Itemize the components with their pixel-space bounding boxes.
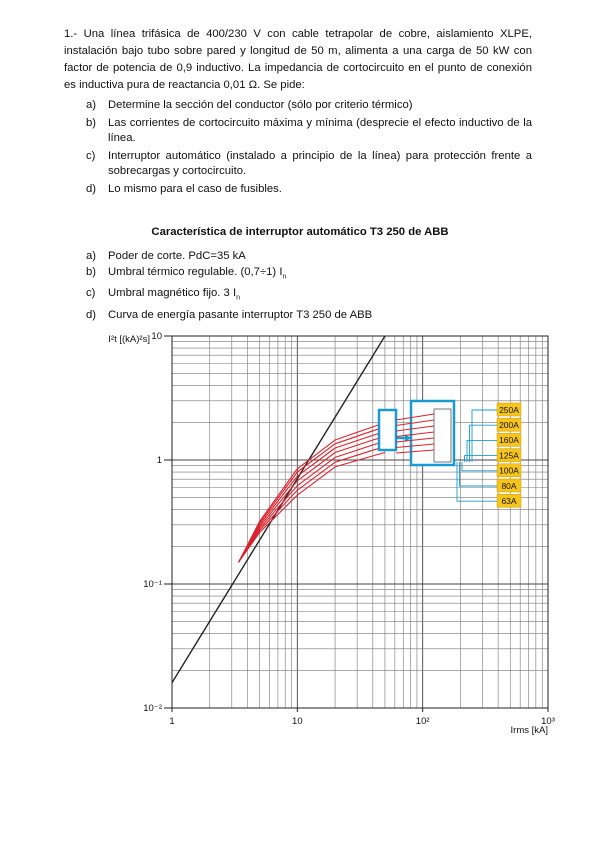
rating-label: 125A: [499, 450, 519, 461]
problem-text: 1.- Una línea trifásica de 400/230 V con cable tetrapolar de cobre, aislamiento XLPE, instalación bajo tubo sobre pared y longitud de 50 m, alimenta a una carga de 50 kW con factor de potencia de 0,9 inductivo. La impedancia de cortocircuito en el punto de conexión es inductiva pura de reactancia 0,01 Ω. Se pide:: [64, 28, 532, 91]
chart-grid: [172, 336, 548, 708]
axis-labels: [108, 334, 548, 736]
breaker-title: Característica de interruptor automático T3 250 de ABB: [151, 226, 449, 238]
y-tick-label: 1: [156, 455, 162, 466]
y-tick-label: 10⁻¹: [143, 579, 162, 590]
curve-160A: [239, 431, 385, 562]
axis-ticks: [143, 331, 555, 727]
small-breaker-frame: [379, 410, 396, 450]
rating-label: 63A: [501, 496, 517, 506]
item-letter: b): [86, 117, 97, 129]
spec-letter: d): [86, 308, 97, 321]
curve-80A: [239, 447, 385, 563]
spec-text: Curva de energía pasante interruptor T3 250 de ABB: [108, 308, 373, 321]
y-tick-label: 10: [151, 331, 162, 342]
spec-subscript: n: [236, 294, 240, 302]
item-text: Interruptor automático (instalado a principio de la línea) para protección frente a sobrecargas y cortocircuito.: [108, 150, 532, 177]
label-connector: [457, 462, 497, 501]
spec-subscript: n: [282, 273, 287, 281]
large-breaker-frame: [411, 401, 454, 465]
y-tick-label: 10⁻²: [143, 703, 162, 714]
item-letter: a): [86, 99, 97, 111]
spec-letter: b): [86, 266, 97, 278]
spec-text: Umbral magnético fijo. 3 I: [108, 287, 237, 300]
rating-label: 100A: [499, 465, 519, 476]
spec-text: Poder de corte. PdC=35 kA: [108, 250, 246, 262]
rating-label: 80A: [501, 480, 517, 491]
spec-letter: a): [86, 250, 97, 262]
item-text: Determine la sección del conductor (sólo por criterio térmico): [108, 99, 413, 111]
label-connector: [467, 440, 497, 462]
rating-labels: [457, 403, 521, 507]
curve-63A: [239, 453, 385, 563]
label-connector: [470, 425, 498, 462]
item-text: Las corrientes de cortocircuito máxima y mínima (desprecie el efecto inductivo de la línea.: [108, 117, 532, 144]
x-tick-label: 10: [292, 716, 303, 727]
y-axis-label: I²t [(kA)²s]: [108, 334, 150, 345]
rating-label: 200A: [499, 420, 519, 430]
curves: [239, 423, 385, 563]
curve-200A: [239, 427, 385, 562]
x-axis-label: Irms [kA]: [510, 725, 548, 736]
spec-letter: c): [86, 287, 96, 300]
label-connector: [472, 410, 497, 462]
label-connector: [462, 462, 497, 471]
item-letter: d): [86, 183, 97, 195]
breaker-diagram: [379, 401, 454, 465]
x-tick-label: 10²: [415, 716, 430, 727]
plot-frame: [172, 336, 548, 708]
rating-label: 250A: [499, 404, 519, 415]
item-letter: c): [86, 150, 96, 162]
item-text: Lo mismo para el caso de fusibles.: [108, 183, 282, 195]
spec-text: Umbral térmico regulable. (0,7÷1) I: [108, 266, 283, 278]
x-tick-label: 1: [169, 716, 175, 727]
x-tick-label: 10³: [541, 716, 555, 727]
rating-label: 160A: [499, 435, 519, 446]
